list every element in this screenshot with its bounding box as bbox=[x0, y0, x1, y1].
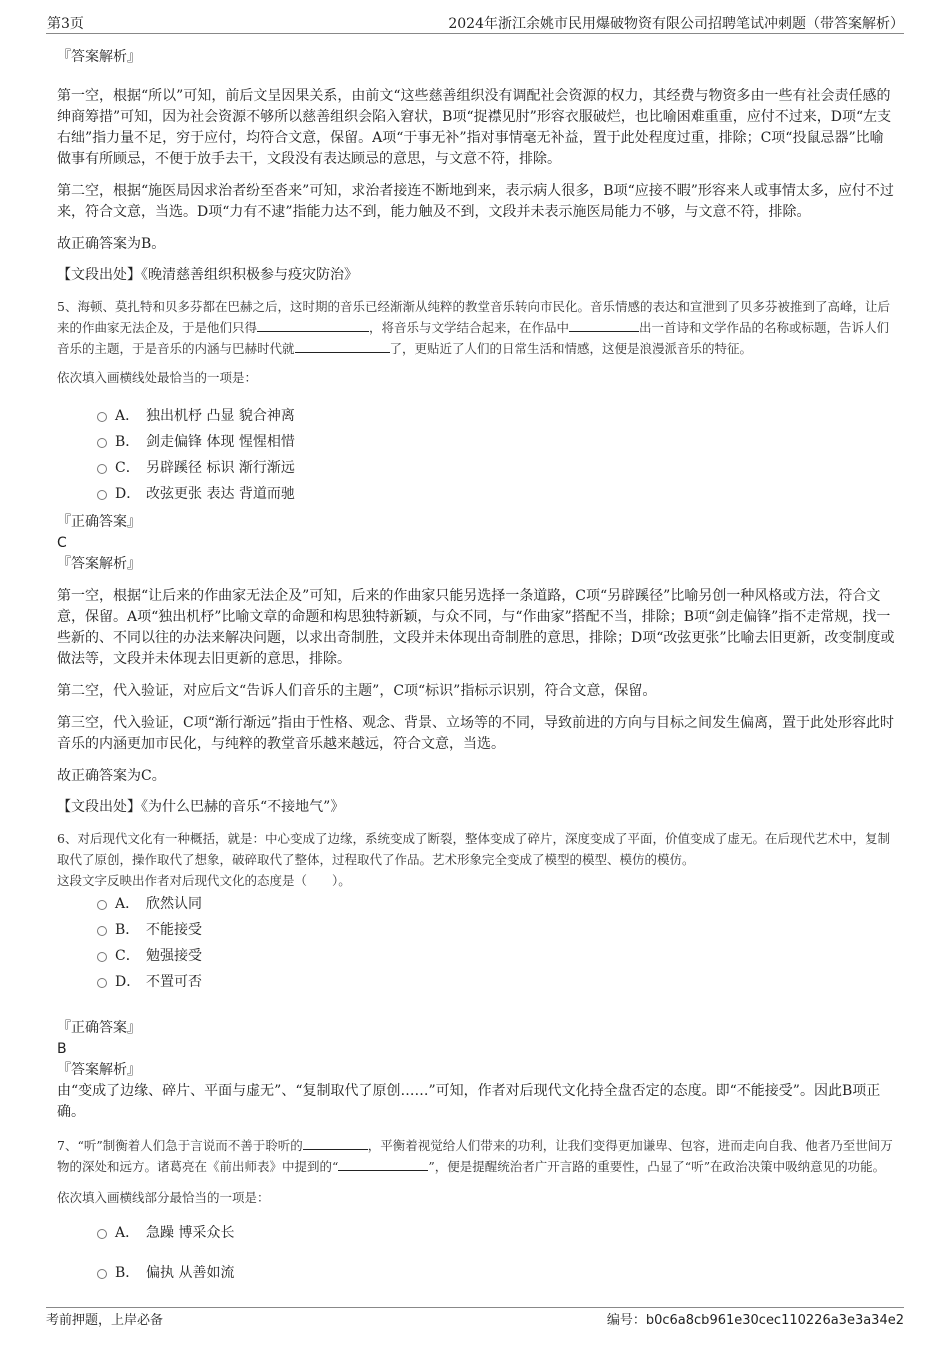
option-d[interactable]: D． 改弦更张 表达 背道而驰 bbox=[57, 481, 895, 507]
option-a[interactable]: A． 独出机杼 凸显 貌合神离 bbox=[57, 403, 895, 429]
radio-icon[interactable] bbox=[97, 978, 107, 988]
correct-answer: C bbox=[57, 535, 67, 551]
option-a[interactable]: A． 急躁 博采众长 bbox=[57, 1220, 895, 1260]
option-a[interactable]: A． 欣然认同 bbox=[57, 891, 895, 917]
option-c[interactable]: C． 另辟蹊径 标识 渐行渐远 bbox=[57, 455, 895, 481]
analysis-paragraph: 第二空，代入验证，对应后文“告诉人们音乐的主题”，C项“标识”指标示识别，符合文意，保留。 bbox=[57, 683, 657, 699]
option-b[interactable]: B． 偏执 从善如流 bbox=[57, 1260, 895, 1286]
correct-answer: B bbox=[57, 1041, 67, 1057]
question-stem: 7、“听”制衡着人们急于言说而不善于聆听的 ，平衡着视觉给人们带来的功利，让我们变得更加谦卑、包容，进而走向自我、他者乃至世间万物的深处和远方。诸葛亮在《前出师表》中提到的“ ”，便是提醒统治者广开言路的重要性，凸显了“听”在政治决策中吸纳意见的功能。 bbox=[57, 1138, 893, 1174]
radio-icon[interactable] bbox=[97, 464, 107, 474]
page-number: 第3页 bbox=[47, 16, 84, 32]
options-list bbox=[57, 403, 895, 507]
options-list bbox=[57, 891, 895, 995]
answer-blank bbox=[338, 1158, 428, 1171]
analysis-paragraph: 由“变成了边缘、碎片、平面与虚无”、“复制取代了原创……”可知，作者对后现代文化持全盘否定的态度。即“不能接受”。因此B项正确。 bbox=[57, 1083, 881, 1120]
footer-divider bbox=[46, 1307, 904, 1308]
radio-icon[interactable] bbox=[97, 926, 107, 936]
option-b[interactable]: B． 剑走偏锋 体现 惺惺相惜 bbox=[57, 429, 895, 455]
radio-icon[interactable] bbox=[97, 1269, 107, 1279]
option-b[interactable]: B． 不能接受 bbox=[57, 917, 895, 943]
radio-icon[interactable] bbox=[97, 952, 107, 962]
footer-slogan: 考前押题，上岸必备 bbox=[46, 1313, 164, 1328]
page-content bbox=[57, 40, 895, 1286]
analysis-label: 『答案解析』 bbox=[57, 49, 141, 65]
analysis-paragraph: 第一空，根据“所以”可知，前后文呈因果关系，由前文“这些慈善组织没有调配社会资源的权力，其经费与物资多由一些有社会责任感的绅商筹措”可知，因为社会资源不够所以慈善组织会陷入窘状，B项“捉襟见肘”形容衣服破烂，也比喻困难重重，应付不过来，D项“左支右绌”指力量不足，穷于应付，均符合文意，保留。A项“于事无补”指对事情毫无补益，置于此处程度过重，排除；C项“投鼠忌器”比喻做事有所顾忌，不便于放手去干，文段没有表达顾忌的意思，与文意不符，排除。 bbox=[57, 88, 892, 167]
correct-answer-label: 『正确答案』 bbox=[57, 514, 141, 530]
question-stem: 5、海顿、莫扎特和贝多芬都在巴赫之后，这时期的音乐已经渐渐从纯粹的教堂音乐转向市民化。音乐情感的表达和宣泄到了贝多芬被推到了高峰，让后来的作曲家无法企及，于是他们只得 ，将音乐与文学结合起来，在作品中 出一首诗和文学作品的名称或标题，告诉人们音乐的主题，于是音乐的内涵与巴赫时代就 了，更贴近了人们的日常生活和情感，这便是浪漫派音乐的特征。 bbox=[57, 299, 890, 356]
answer-blank bbox=[303, 1137, 368, 1150]
question-stem: 6、对后现代文化有一种概括，就是：中心变成了边缘，系统变成了断裂，整体变成了碎片，深度变成了平面，价值变成了虚无。在后现代艺术中，复制取代了原创，操作取代了想象，破碎取代了整体，过程取代了作品。艺术形象完全变成了模型的模型、模仿的模仿。 bbox=[57, 831, 890, 867]
options-list bbox=[57, 1220, 895, 1286]
question-prompt: 依次填入画横线部分最恰当的一项是： bbox=[57, 1190, 270, 1205]
correct-answer-label: 『正确答案』 bbox=[57, 1020, 141, 1036]
radio-icon[interactable] bbox=[97, 900, 107, 910]
analysis-label: 『答案解析』 bbox=[57, 1062, 141, 1078]
analysis-label: 『答案解析』 bbox=[57, 556, 141, 572]
radio-icon[interactable] bbox=[97, 438, 107, 448]
header-divider bbox=[46, 33, 904, 34]
radio-icon[interactable] bbox=[97, 1229, 107, 1239]
answer-blank bbox=[569, 319, 639, 332]
question-prompt: 依次填入画横线处最恰当的一项是： bbox=[57, 370, 258, 385]
radio-icon[interactable] bbox=[97, 412, 107, 422]
document-title: 2024年浙江余姚市民用爆破物资有限公司招聘笔试冲刺题（带答案解析） bbox=[448, 16, 904, 32]
option-d[interactable]: D． 不置可否 bbox=[57, 969, 895, 995]
source-citation: 【文段出处】《晚清慈善组织积极参与疫灾防治》 bbox=[57, 267, 358, 283]
radio-icon[interactable] bbox=[97, 490, 107, 500]
option-c[interactable]: C． 勉强接受 bbox=[57, 943, 895, 969]
conclusion: 故正确答案为B。 bbox=[57, 236, 166, 252]
analysis-paragraph: 第二空，根据“施医局因求治者纷至沓来”可知，求治者接连不断地到来，表示病人很多，B项“应接不暇”形容来人或事情太多，应付不过来，符合文意，当选。D项“力有不逮”指能力达不到，能力触及不到，文段并未表示施医局能力不够，与文意不符，排除。 bbox=[57, 183, 894, 220]
analysis-paragraph: 第三空，代入验证，C项“渐行渐远”指由于性格、观念、背景、立场等的不同，导致前进的方向与目标之间发生偏离，置于此处形容此时音乐的内涵更加市民化，与纯粹的教堂音乐越来越远，符合文意，当选。 bbox=[57, 715, 895, 752]
answer-blank bbox=[257, 319, 369, 332]
source-citation: 【文段出处】《为什么巴赫的音乐“不接地气”》 bbox=[57, 799, 345, 815]
answer-blank bbox=[295, 340, 390, 353]
question-prompt: 这段文字反映出作者对后现代文化的态度是（ ）。 bbox=[57, 873, 351, 888]
conclusion: 故正确答案为C。 bbox=[57, 768, 166, 784]
analysis-paragraph: 第一空，根据“让后来的作曲家无法企及”可知，后来的作曲家只能另选择一条道路，C项“另辟蹊径”比喻另创一种风格或方法，符合文意，保留。A项“独出机杼”比喻文章的命题和构思独特新颖，与众不同，与“作曲家”搭配不当，排除；B项“剑走偏锋”指不走常规，找一些新的、不同以往的办法来解决问题，以求出奇制胜，文段并未体现出奇制胜的意思，排除；D项“改弦更张”比喻去旧更新，改变制度或做法等，文段并未体现去旧更新的意思，排除。 bbox=[57, 588, 895, 667]
document-code: 编号：b0c6a8cb961e30cec110226a3e3a34e2 bbox=[606, 1313, 904, 1328]
